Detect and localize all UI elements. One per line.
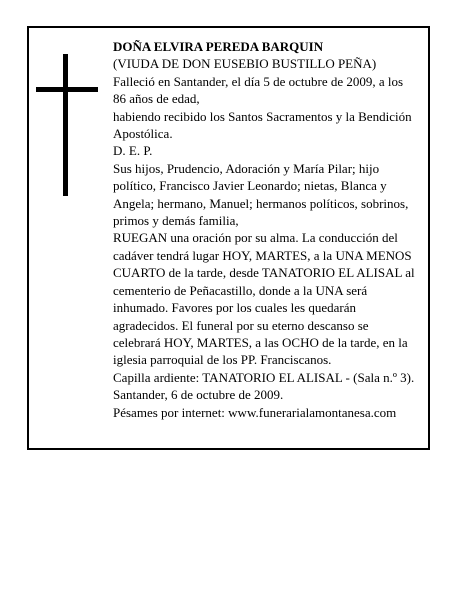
cross-icon [36, 54, 98, 196]
funeral-request: RUEGAN una oración por su alma. La conducción del cadáver tendrá lugar HOY, MARTES, a la UNA MENOS CUARTO de la tarde, desde TANATORIO EL ALISAL al cementerio de Peñacastillo, donde a la UNA será inhumado. Favores por los cuales les quedarán agradecidos. El funeral por su eterno descanso se celebrará HOY, MARTES, a las OCHO de la tarde, en la iglesia parroquial de los PP. Franciscanos. [113, 230, 415, 368]
sacraments: habiendo recibido los Santos Sacramentos y la Bendición Apostólica. [113, 108, 412, 142]
obituary-text [113, 38, 418, 421]
family-list: Sus hijos, Prudencio, Adoración y María Pilar; hijo político, Francisco Javier Leonardo; nietas, Blanca y Angela; hermano, Manuel; hermanos políticos, sobrinos, primos y demás familia, [113, 160, 409, 229]
cross-horizontal-bar [36, 87, 98, 92]
chapel-info: Capilla ardiente: TANATORIO EL ALISAL - (Sala n.º 3). [113, 369, 415, 385]
rip: D. E. P. [113, 143, 153, 159]
deceased-name: DOÑA ELVIRA PEREDA BARQUIN [113, 39, 324, 54]
death-info: Falleció en Santander, el día 5 de octubre de 2009, a los 86 años de edad, [113, 73, 404, 107]
place-date: Santander, 6 de octubre de 2009. [113, 387, 284, 403]
widow-of: (VIUDA DE DON EUSEBIO BUSTILLO PEÑA) [113, 56, 377, 72]
condolences: Pésames por internet: www.funerarialamontanesa.com [113, 404, 397, 420]
cross-vertical-bar [63, 54, 68, 196]
